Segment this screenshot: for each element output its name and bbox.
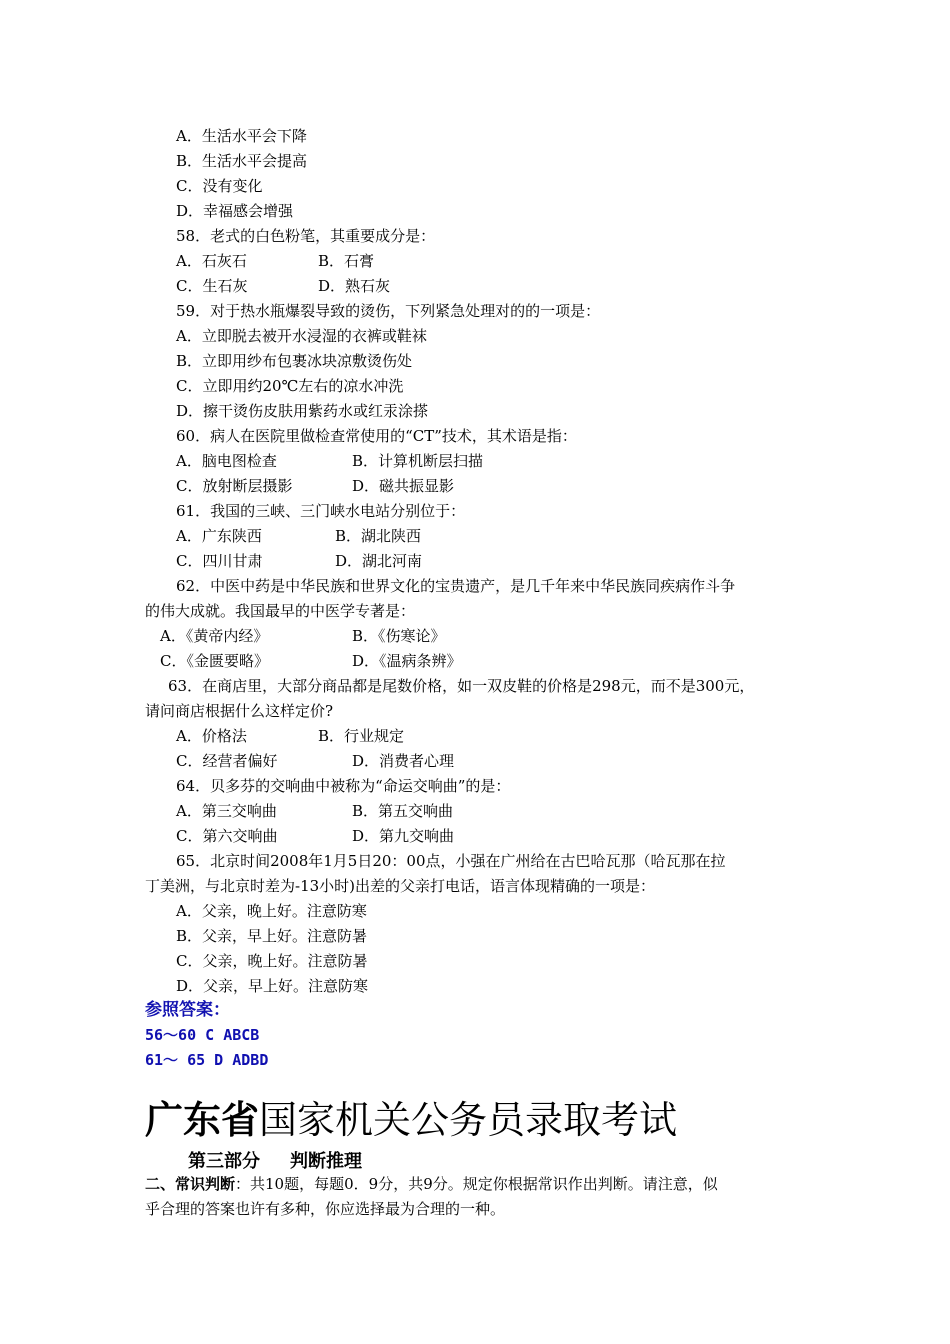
- instructions-text: ：共10题，每题0．9分，共9分。规定你根据常识作出判断。请注意，似: [235, 1175, 718, 1193]
- q57-option-d: D．幸福感会增强: [176, 202, 294, 220]
- q58-option-b: B．石膏: [318, 252, 375, 270]
- q61-stem: 61．我国的三峡、三门峡水电站分别位于：: [176, 502, 466, 520]
- q59-option-c: C．立即用约20℃左右的凉水冲洗: [176, 377, 404, 395]
- q65-stem-line1: 65．北京时间2008年1月5日20：00点，小强在广州给在古巴哈瓦那（哈瓦那在拉: [176, 852, 726, 870]
- q63-stem-line1: 63．在商店里，大部分商品都是尾数价格，如一双皮鞋的价格是298元，而不是300元，: [168, 677, 755, 695]
- exam-title: [145, 1098, 677, 1142]
- section-part: 第三部分: [188, 1151, 260, 1172]
- q64-option-c: C．第六交响曲: [176, 827, 278, 845]
- q60-option-b: B．计算机断层扫描: [352, 452, 484, 470]
- q62-stem-line2: 的伟大成就。我国最早的中医学专著是：: [145, 602, 416, 620]
- q60-option-d: D．磁共振显影: [352, 477, 455, 495]
- q63-stem-line2: 请问商店根据什么这样定价?: [145, 702, 334, 720]
- q62-option-a: A．《黄帝内经》: [160, 627, 269, 645]
- exam-title-rest: 国家机关公务员录取考试: [259, 1098, 678, 1142]
- q64-option-a: A．第三交响曲: [176, 802, 277, 820]
- q64-option-d: D．第九交响曲: [352, 827, 455, 845]
- q65-option-a: A．父亲，晚上好。注意防寒: [176, 902, 367, 920]
- q60-stem: 60．病人在医院里做检查常使用的“CT”技术，其术语是指：: [176, 427, 577, 445]
- q61-option-b: B．湖北陕西: [335, 527, 422, 545]
- q65-option-b: B．父亲，早上好。注意防暑: [176, 927, 368, 945]
- exam-title-province: 广东省: [145, 1098, 260, 1142]
- answers-line-1: 56～60 C ABCB: [145, 1026, 260, 1044]
- q65-stem-line2: 丁美洲，与北京时差为-13小时)出差的父亲打电话，语言体现精确的一项是：: [145, 877, 656, 895]
- q63-option-c: C．经营者偏好: [176, 752, 278, 770]
- q59-stem: 59．对于热水瓶爆裂导致的烫伤，下列紧急处理对的的一项是：: [176, 302, 601, 320]
- instructions-label: 二、常识判断: [145, 1175, 236, 1193]
- q63-option-d: D．消费者心理: [352, 752, 455, 770]
- q59-option-b: B．立即用纱布包裹冰块凉敷烫伤处: [176, 352, 413, 370]
- q65-option-c: C．父亲，晚上好。注意防暑: [176, 952, 368, 970]
- instructions-line-1: [145, 1174, 718, 1194]
- q57-option-b: B．生活水平会提高: [176, 152, 308, 170]
- q61-option-a: A．广东陕西: [176, 527, 262, 545]
- q60-option-c: C．放射断层摄影: [176, 477, 293, 495]
- q63-option-b: B．行业规定: [318, 727, 405, 745]
- q65-option-d: D．父亲，早上好。注意防寒: [176, 977, 369, 995]
- q58-option-a: A．石灰石: [176, 252, 247, 270]
- q64-option-b: B．第五交响曲: [352, 802, 454, 820]
- q62-option-c: C．《金匮要略》: [160, 652, 269, 670]
- instructions-line-2: 乎合理的答案也许有多种，你应选择最为合理的一种。: [145, 1200, 506, 1218]
- q58-option-d: D．熟石灰: [318, 277, 391, 295]
- answers-heading: 参照答案：: [145, 1000, 230, 1020]
- q59-option-a: A．立即脱去被开水浸湿的衣裤或鞋袜: [176, 327, 427, 345]
- q62-option-b: B．《伤寒论》: [352, 627, 446, 645]
- q62-stem-line1: 62．中医中药是中华民族和世界文化的宝贵遗产，是几千年来中华民族同疾病作斗争: [176, 577, 736, 595]
- q57-option-c: C．没有变化: [176, 177, 263, 195]
- q62-option-d: D．《温病条辨》: [352, 652, 462, 670]
- q57-option-a: A．生活水平会下降: [176, 127, 307, 145]
- q61-option-c: C．四川甘肃: [176, 552, 263, 570]
- q58-option-c: C．生石灰: [176, 277, 248, 295]
- q58-stem: 58．老式的白色粉笔，其重要成分是：: [176, 227, 436, 245]
- q61-option-d: D．湖北河南: [335, 552, 423, 570]
- q59-option-d: D．擦干烫伤皮肤用紫药水或红汞涂搽: [176, 402, 429, 420]
- q63-option-a: A．价格法: [176, 727, 247, 745]
- section-heading: [188, 1147, 362, 1173]
- section-name: 判断推理: [290, 1151, 362, 1172]
- answers-line-2: 61～ 65 D ADBD: [145, 1051, 269, 1069]
- q64-stem: 64．贝多芬的交响曲中被称为“命运交响曲”的是：: [176, 777, 511, 795]
- q60-option-a: A．脑电图检查: [176, 452, 277, 470]
